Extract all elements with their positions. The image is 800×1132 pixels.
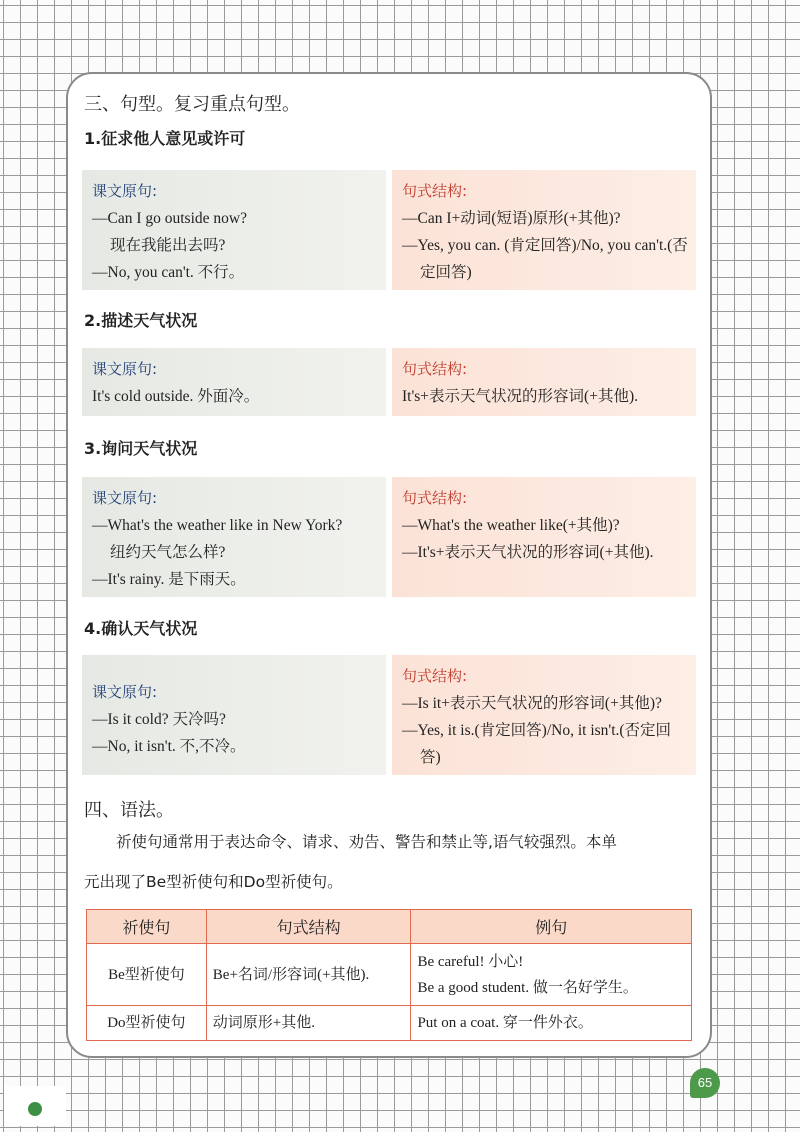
structure-line: —What's the weather like(+其他)? — [402, 517, 620, 534]
original-sentence-label: 课文原句: — [92, 360, 158, 378]
table-row — [87, 1006, 692, 1041]
structure-label: 句式结构: — [402, 667, 468, 685]
group-3-original-box — [82, 477, 386, 597]
example-line: Put on a coat. 穿一件外衣。 — [417, 1015, 593, 1031]
table-cell-examples — [411, 944, 692, 1006]
group-4-title: 4.确认天气状况 — [84, 619, 198, 638]
group-4-original-box — [82, 655, 386, 775]
grammar-paragraph-line-1: 祈使句通常用于表达命令、请求、劝告、警告和禁止等,语气较强烈。本单 — [116, 833, 617, 851]
structure-label: 句式结构: — [402, 489, 468, 507]
leaf-icon — [28, 1102, 42, 1116]
original-line: 现在我能出去吗? — [110, 237, 226, 254]
publisher-stamp — [4, 1086, 66, 1126]
group-4-structure-box — [392, 655, 696, 775]
group-1-original-box — [82, 170, 386, 290]
table-header-cell: 祈使句 — [87, 910, 207, 944]
original-line: —No, it isn't. 不,不冷。 — [92, 738, 246, 755]
structure-label: 句式结构: — [402, 182, 468, 200]
table-cell-examples — [411, 1006, 692, 1041]
structure-line: —It's+表示天气状况的形容词(+其他). — [402, 544, 654, 561]
original-sentence-label: 课文原句: — [92, 489, 158, 507]
table-cell-structure: 动词原形+其他. — [206, 1006, 411, 1041]
table-cell-type: Do型祈使句 — [87, 1006, 207, 1041]
structure-line: —Can I+动词(短语)原形(+其他)? — [402, 210, 621, 227]
group-2-original-box — [82, 348, 386, 416]
table-cell-type: Be型祈使句 — [87, 944, 207, 1006]
structure-label: 句式结构: — [402, 360, 468, 378]
original-line: 纽约天气怎么样? — [110, 544, 226, 561]
group-1-title: 1.征求他人意见或许可 — [84, 129, 246, 148]
original-line: —No, you can't. 不行。 — [92, 264, 245, 281]
page-number-badge: 65 — [690, 1068, 720, 1098]
group-2-title: 2.描述天气状况 — [84, 311, 198, 330]
grammar-paragraph-line-2: 元出现了Be型祈使句和Do型祈使句。 — [84, 873, 343, 891]
group-3-structure-box — [392, 477, 696, 597]
section-three-title: 三、句型。复习重点句型。 — [84, 94, 300, 115]
original-sentence-label: 课文原句: — [92, 683, 158, 701]
table-header-cell: 句式结构 — [206, 910, 411, 944]
structure-line: It's+表示天气状况的形容词(+其他). — [402, 388, 638, 405]
group-3-title: 3.询问天气状况 — [84, 439, 198, 458]
table-cell-structure: Be+名词/形容词(+其他). — [206, 944, 411, 1006]
original-line: It's cold outside. 外面冷。 — [92, 388, 260, 405]
original-sentence-label: 课文原句: — [92, 182, 158, 200]
structure-line: —Yes, it is.(肯定回答)/No, it isn't.(否定回答) — [402, 722, 672, 766]
original-line: —It's rainy. 是下雨天。 — [92, 571, 246, 588]
original-line: —Can I go outside now? — [92, 210, 247, 227]
table-header-row — [87, 910, 692, 944]
structure-line: —Yes, you can. (肯定回答)/No, you can't.(否定回答) — [402, 237, 688, 281]
table-row — [87, 944, 692, 1006]
group-1-structure-box — [392, 170, 696, 290]
imperative-table — [86, 909, 692, 1041]
group-2-structure-box — [392, 348, 696, 416]
section-four-title: 四、语法。 — [84, 800, 174, 821]
table-header-cell: 例句 — [411, 910, 692, 944]
structure-line: —Is it+表示天气状况的形容词(+其他)? — [402, 695, 662, 712]
example-line: Be careful! 小心! — [417, 953, 524, 970]
original-line: —Is it cold? 天冷吗? — [92, 711, 226, 728]
original-line: —What's the weather like in New York? — [92, 517, 343, 534]
example-line: Be a good student. 做一名好学生。 — [417, 979, 638, 996]
